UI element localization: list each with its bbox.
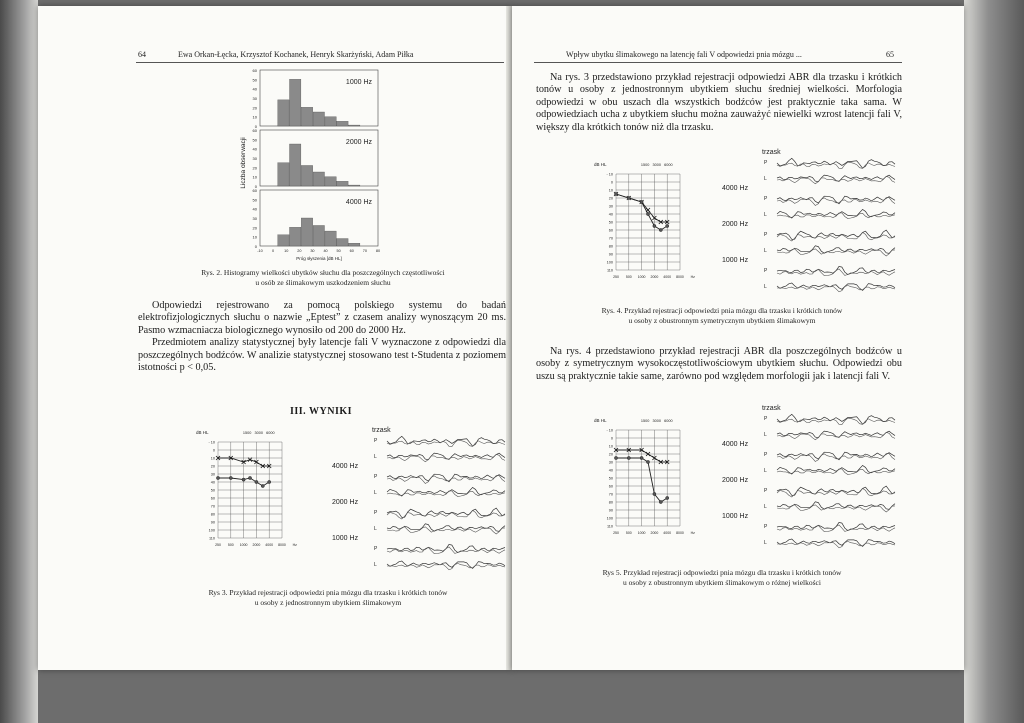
figure-3-abr-ear-p-label: P	[374, 438, 378, 444]
figure-5-abr-ear-l-label: L	[764, 432, 767, 438]
figure-3-abr-ear-p-label: P	[374, 474, 378, 480]
histogram-panel-label: 4000 Hz	[345, 199, 372, 206]
histogram-bar	[349, 185, 360, 186]
figure-4-audiogram-ytick: 100	[606, 260, 613, 265]
figure-3-abr-trace-right	[387, 510, 505, 519]
histogram-bar	[290, 144, 301, 186]
figure-4-audiogram-top-tick: 6000	[664, 163, 673, 167]
histogram-ytick: 50	[252, 137, 257, 143]
right-running-head: Wpływ ubytku ślimakowego na latencję fali V odpowiedzi pnia mózgu ...	[566, 50, 802, 59]
histogram-bar	[349, 243, 360, 246]
figure-5-caption-line1: Rys 5. Przykład rejestracji odpowiedzi pnia mózgu dla trzasku i krótkich tonów	[602, 568, 842, 577]
figure-5-abr-trace-right	[777, 414, 895, 424]
left-paragraph-2: Przedmiotem analizy statystycznej były latencje fali V wyznaczone z odpowiedzi dla poszczególnych bodźców. W analizie statystycznej stosowano test t-Studenta z poziomem istotności p < 0,05.	[138, 337, 506, 374]
figure-3-abr-trace-left	[387, 491, 505, 497]
figure-4-abr-trace-right	[777, 232, 895, 241]
figure-5-audiogram-ytick: 100	[606, 516, 613, 521]
figure-5-abr-stimulus-label: 4000 Hz	[722, 441, 749, 448]
figure-5-audiogram-top-tick: 3000	[652, 419, 661, 423]
figure-4-abr-trace-right	[777, 162, 895, 169]
figure-5-audiogram-ytick: 40	[608, 468, 613, 473]
figure-4-abr-trace-left	[777, 246, 895, 254]
figure-3-audiogram-ytick: 90	[210, 520, 215, 525]
figure-5-series-o-marker	[627, 456, 630, 459]
figure-4-caption-line1: Rys. 4. Przykład rejestracji odpowiedzi pnia mózgu dla trzasku i krótkich tonów	[601, 306, 843, 315]
figure-4-audiogram-ytick: 30	[608, 204, 613, 209]
figure-2-ylabel: Liczba obserwacji	[240, 137, 247, 189]
left-page-number: 64	[138, 50, 146, 59]
figure-3-audiogram-xtick: Hz	[292, 543, 297, 547]
histogram-xtick: 0	[272, 249, 275, 253]
histogram-bar	[337, 239, 348, 246]
histogram-bar	[278, 235, 289, 246]
histogram-xtick: 30	[310, 249, 315, 253]
histogram-bar	[301, 165, 312, 186]
figure-3-audiogram-ytick: 70	[210, 504, 215, 509]
figure-3-series-o-marker	[216, 476, 219, 479]
left-paragraph-1: Odpowiedzi rejestrowano za pomocą polskiego systemu do badań elektrofizjologicznych słuchu o nazwie „Eptest” z czasem analizy wynoszącym 20 ms. Pasmo wzmacniacza biologicznego wynosiło od 200 do 2000 Hz.	[138, 300, 506, 336]
figure-5-audiogram-ytick: 10	[608, 444, 613, 449]
histogram-bar	[278, 163, 289, 186]
figure-3-audiogram-ytick: 50	[210, 488, 215, 493]
figure-2-caption-line1: Rys. 2. Histogramy wielkości ubytków słuchu dla poszczególnych częstotliwości	[201, 268, 445, 277]
figure-4-abr-stimulus-label: trzask	[762, 149, 781, 156]
figure-4-caption-line2: u osoby z obustronnym symetrycznym ubytkiem ślimakowym	[628, 315, 816, 325]
histogram-ytick: 30	[252, 216, 257, 221]
figure-3-series-o-marker	[229, 476, 232, 479]
histogram-panel-label: 1000 Hz	[345, 79, 372, 86]
figure-4-audiogram-xtick: Hz	[690, 275, 695, 279]
histogram-xtick: 70	[362, 249, 368, 253]
figure-3-audiogram-top-tick: 6000	[266, 431, 275, 435]
figure-5-audiogram-xtick: 8000	[676, 531, 684, 535]
figure-5-audiogram-top-tick: 6000	[664, 419, 673, 423]
figure-3-series-o-marker	[261, 484, 264, 487]
figure-5-audiogram-ytick: 70	[608, 492, 613, 497]
figure-5-caption-line2: u osoby z obustronnym ubytkiem ślimakowym o różnej wielkości	[623, 577, 821, 587]
figure-5-series-o-marker	[614, 456, 617, 459]
figure-3-audiogram-xtick: 2000	[252, 543, 261, 547]
figure-4-audiogram	[592, 158, 696, 284]
figure-4-series-o-marker	[614, 192, 617, 195]
figure-3-audiogram-ytick: - 10	[208, 440, 215, 445]
figure-5-abr-ear-l-label: L	[764, 468, 767, 474]
figure-5-abr-stimulus-label: 1000 Hz	[722, 513, 749, 520]
figure-5-audiogram-ytick: 60	[608, 484, 613, 489]
figure-5-audiogram-xtick: 1000	[637, 531, 646, 535]
histogram-ytick: 30	[252, 156, 257, 161]
histogram-bar	[313, 112, 324, 126]
figure-5-audiogram-xtick: 2000	[650, 531, 659, 535]
right-page-number: 65	[886, 50, 894, 59]
figure-3-series-o-marker	[255, 480, 258, 483]
figure-4-audiogram-ytick: 40	[608, 212, 613, 217]
figure-5-abr-stimulus-label: trzask	[762, 405, 781, 412]
figure-5-audiogram-xtick: 4000	[663, 531, 672, 535]
figure-3-audiogram-ytick: 40	[210, 480, 215, 485]
right-header-rule	[534, 62, 902, 63]
figure-4-abr-trace-left	[777, 213, 895, 219]
figure-3-audiogram-top-tick: 3000	[254, 431, 263, 435]
right-page	[512, 6, 964, 670]
histogram-xtick: -10	[257, 249, 263, 253]
histogram-ytick: 60	[252, 188, 257, 193]
figure-4-abr-ear-l-label: L	[764, 212, 767, 218]
figure-3-audiogram-ytick: 20	[210, 464, 215, 469]
right-paragraph-2-block	[536, 346, 902, 383]
figure-3-abr-ear-l-label: L	[374, 490, 377, 496]
figure-5-abr-stimulus-label: 2000 Hz	[722, 477, 749, 484]
figure-3-abr-trace-right	[387, 436, 505, 446]
figure-5-audiogram-ytick: 80	[608, 500, 613, 505]
figure-3-audiogram-ytick: 80	[210, 512, 215, 517]
figure-4-audiogram-top-tick: 1500	[640, 163, 650, 167]
figure-3-abr-stimulus-label: 2000 Hz	[332, 499, 359, 506]
histogram-xtick: 80	[375, 249, 381, 253]
figure-4-abr-stimulus-label: 2000 Hz	[722, 221, 749, 228]
figure-4-audiogram-ytick: 60	[608, 228, 613, 233]
figure-5-audiogram-ytick: 90	[608, 508, 613, 513]
histogram-ytick: 40	[252, 86, 257, 92]
figure-5-series-o-marker	[640, 456, 643, 459]
figure-5-caption	[552, 568, 892, 587]
figure-4-audiogram-top-tick: 3000	[652, 163, 661, 167]
figure-5-abr-trace-right	[777, 488, 895, 497]
left-page	[38, 6, 512, 670]
figure-5-abr-trace-right	[777, 418, 895, 425]
histogram-bar	[301, 107, 312, 126]
figure-3-series-o-marker	[248, 476, 251, 479]
left-body-text	[138, 300, 506, 374]
figure-4-caption	[552, 306, 892, 325]
figure-5-series-o-marker	[653, 492, 656, 495]
book-edge-left	[0, 0, 38, 723]
figure-3-abr-ear-p-label: P	[374, 510, 378, 516]
figure-4-series-o-marker	[653, 224, 656, 227]
left-header-rule	[136, 62, 504, 63]
histogram-bar	[278, 100, 289, 126]
figure-2-histograms	[238, 68, 388, 268]
histogram-ytick: 0	[254, 124, 257, 129]
figure-4-abr-traces	[722, 142, 902, 292]
figure-5-abr-traces	[722, 398, 902, 548]
figure-3-abr-ear-l-label: L	[374, 526, 377, 532]
histogram-ytick: 0	[254, 244, 257, 249]
figure-3-abr-ear-l-label: L	[374, 454, 377, 460]
figure-4-audiogram-xtick: 2000	[650, 275, 659, 279]
figure-3-abr-stimulus-label: 4000 Hz	[332, 463, 359, 470]
figure-4-abr-trace-left	[777, 285, 895, 291]
figure-3-caption	[148, 588, 508, 607]
figure-3-abr-traces	[332, 420, 512, 570]
figure-4-abr-ear-p-label: P	[764, 160, 768, 166]
figure-4-audiogram-ytick: 110	[606, 268, 613, 273]
figure-3-audiogram-xtick: 250	[215, 543, 221, 547]
histogram-bar	[301, 218, 312, 246]
figure-4-audiogram-xtick: 500	[625, 275, 632, 279]
figure-4-series-o-marker	[640, 200, 643, 203]
figure-3-audiogram-xtick: 1000	[239, 543, 248, 547]
figure-4-abr-ear-p-label: P	[764, 232, 768, 238]
figure-3-audiogram	[194, 426, 297, 552]
figure-4-abr-ear-p-label: P	[764, 196, 768, 202]
figure-5-audiogram-xtick: Hz	[690, 531, 695, 535]
left-running-head: Ewa Orkan-Łęcka, Krzysztof Kochanek, Henryk Skarżyński, Adam Piłka	[178, 50, 414, 59]
figure-3-caption-line2: u osoby z jednostronnym ubytkiem ślimakowym	[254, 597, 402, 607]
figure-3-abr-stimulus-label: trzask	[372, 427, 391, 434]
histogram-xtick: 40	[323, 249, 328, 253]
histogram-ytick: 60	[252, 68, 257, 73]
figure-4-audiogram-xtick: 250	[613, 275, 619, 279]
figure-4-audiogram-ytick: 10	[608, 188, 613, 193]
figure-4-audiogram-xtick: 1000	[637, 275, 646, 279]
histogram-ytick: 40	[252, 206, 257, 212]
histogram-bar	[325, 231, 336, 246]
histogram-ytick: 20	[252, 225, 257, 231]
histogram-ytick: 10	[252, 114, 257, 120]
figure-3-series-o-marker	[268, 480, 271, 483]
figure-2-caption-line2: u osób ze ślimakowym uszkodzeniem słuchu	[255, 277, 391, 287]
section-heading: III. WYNIKI	[290, 406, 352, 417]
figure-4-audiogram-ytick: 90	[608, 252, 613, 257]
histogram-ytick: 50	[252, 197, 257, 203]
figure-5-abr-ear-l-label: L	[764, 540, 767, 546]
figure-3-series-x-marker	[248, 458, 252, 462]
figure-4-series-o-marker	[659, 228, 662, 231]
figure-4-abr-stimulus-label: 4000 Hz	[722, 185, 749, 192]
figure-4-series-x-marker	[646, 208, 650, 212]
figure-5-audiogram-ytick: - 10	[606, 428, 613, 433]
figure-5-abr-trace-left	[777, 469, 895, 475]
figure-3-abr-trace-right	[387, 440, 505, 447]
histogram-bar	[290, 79, 301, 126]
figure-3-audiogram-unit: dB HL	[196, 430, 209, 435]
figure-3-abr-ear-p-label: P	[374, 546, 378, 552]
figure-4-audiogram-ytick: 50	[608, 220, 613, 225]
figure-3-audiogram-xtick: 500	[227, 543, 234, 547]
figure-4-audiogram-ytick: 0	[610, 180, 613, 185]
figure-4-series-o-marker	[666, 224, 669, 227]
histogram-xtick: 60	[349, 249, 354, 253]
figure-5-audiogram-ytick: 0	[610, 436, 613, 441]
figure-5-audiogram-unit: dB HL	[594, 418, 607, 423]
histogram-bar	[290, 227, 301, 246]
figure-4-audiogram-unit: dB HL	[594, 162, 607, 167]
figure-5-abr-trace-left	[777, 541, 895, 547]
figure-4-abr-ear-l-label: L	[764, 176, 767, 182]
figure-3-audiogram-ytick: 0	[212, 448, 215, 453]
book-edge-right	[964, 0, 1024, 723]
histogram-ytick: 20	[252, 165, 257, 171]
figure-4-series-o-marker	[646, 212, 649, 215]
figure-5-series-o-marker	[646, 460, 649, 463]
figure-5-audiogram-xtick: 500	[625, 531, 632, 535]
figure-5-abr-ear-l-label: L	[764, 504, 767, 510]
figure-5-audiogram-xtick: 250	[613, 531, 619, 535]
right-paragraph-1: Na rys. 3 przedstawiono przykład rejestracji odpowiedzi ABR dla trzasku i krótkich tonów u osoby z jednostronnym ubytkiem słuchu średniej wielkości. Morfologia odpowiedzi w obu uszach dla wszystkich bodźców jest praktycznie taka sama. W odpowiedziach ucha z ubytkiem słuchu można zauważyć niewielki wzrost latencji fali V, większy dla krótkich tonów niż dla trzasku.	[536, 72, 902, 133]
histogram-bar	[313, 172, 324, 186]
figure-3-audiogram-top-tick: 1500	[242, 431, 252, 435]
figure-3-abr-trace-left	[387, 524, 505, 532]
figure-3-audiogram-ytick: 110	[208, 536, 215, 541]
histogram-ytick: 20	[252, 105, 257, 111]
figure-5-audiogram-ytick: 20	[608, 452, 613, 457]
figure-5-audiogram	[592, 414, 696, 540]
histogram-ytick: 30	[252, 96, 257, 101]
figure-3-audiogram-xtick: 8000	[278, 543, 286, 547]
figure-5-audiogram-ytick: 30	[608, 460, 613, 465]
histogram-ytick: 50	[252, 77, 257, 83]
figure-4-abr-ear-p-label: P	[764, 268, 768, 274]
histogram-ytick: 10	[252, 174, 257, 180]
figure-4-abr-trace-right	[777, 158, 895, 168]
figure-4-audiogram-ytick: 80	[608, 244, 613, 249]
figure-3-audiogram-ytick: 30	[210, 472, 215, 477]
histogram-xtick: 10	[284, 249, 289, 253]
histogram-bar	[337, 121, 348, 126]
figure-3-audiogram-xtick: 4000	[265, 543, 274, 547]
histogram-xtick: 50	[336, 249, 341, 253]
figure-5-abr-ear-p-label: P	[764, 488, 768, 494]
histogram-ytick: 60	[252, 128, 257, 133]
figure-3-audiogram-ytick: 60	[210, 496, 215, 501]
histogram-ytick: 0	[254, 184, 257, 189]
figure-5-series-o-marker	[666, 496, 669, 499]
histogram-xtick: 20	[297, 249, 302, 253]
figure-5-audiogram-top-tick: 1500	[640, 419, 650, 423]
figure-3-series-o-marker	[242, 478, 245, 481]
right-paragraph-1-block	[536, 72, 902, 134]
figure-5-series-o-marker	[659, 500, 662, 503]
figure-3-abr-stimulus-label: 1000 Hz	[332, 535, 359, 542]
figure-3-audiogram-ytick: 100	[208, 528, 215, 533]
figure-2-caption	[138, 268, 508, 287]
figure-5-abr-ear-p-label: P	[764, 452, 768, 458]
histogram-bar	[349, 125, 360, 126]
figure-3-audiogram-ytick: 10	[210, 456, 215, 461]
figure-5-audiogram-ytick: 110	[606, 524, 613, 529]
figure-5-abr-ear-p-label: P	[764, 416, 768, 422]
figure-4-abr-stimulus-label: 1000 Hz	[722, 257, 749, 264]
figure-4-audiogram-ytick: 20	[608, 196, 613, 201]
figure-4-audiogram-xtick: 4000	[663, 275, 672, 279]
figure-5-abr-ear-p-label: P	[764, 524, 768, 530]
histogram-panel-label: 2000 Hz	[345, 139, 372, 146]
figure-4-audiogram-xtick: 8000	[676, 275, 684, 279]
figure-2-xlabel: Próg słyszenia [dB HL]	[296, 256, 342, 261]
figure-5-abr-trace-left	[777, 502, 895, 510]
figure-4-audiogram-ytick: 70	[608, 236, 613, 241]
right-paragraph-2: Na rys. 4 przedstawiono przykład rejestracji ABR dla poszczególnych bodźców u osoby z symetrycznym wysokoczęstotliwościowym ubytkiem słuchu. Odpowiedzi obu uszu są praktycznie takie same, zarówno pod względem morfologii jak i latencji fali V.	[536, 346, 902, 382]
histogram-bar	[325, 177, 336, 186]
figure-4-series-o-marker	[627, 196, 630, 199]
histogram-bar	[313, 225, 324, 246]
figure-3-abr-trace-left	[387, 563, 505, 569]
figure-5-audiogram-ytick: 50	[608, 476, 613, 481]
figure-3-abr-ear-l-label: L	[374, 562, 377, 568]
figure-4-abr-ear-l-label: L	[764, 248, 767, 254]
figure-3-caption-line1: Rys 3. Przykład rejestracji odpowiedzi pnia mózgu dla trzasku i krótkich tonów	[208, 588, 448, 597]
histogram-bar	[337, 181, 348, 186]
histogram-bar	[325, 117, 336, 126]
histogram-ytick: 10	[252, 234, 257, 240]
histogram-ytick: 40	[252, 146, 257, 152]
figure-4-audiogram-ytick: - 10	[606, 172, 613, 177]
figure-4-abr-ear-l-label: L	[764, 284, 767, 290]
